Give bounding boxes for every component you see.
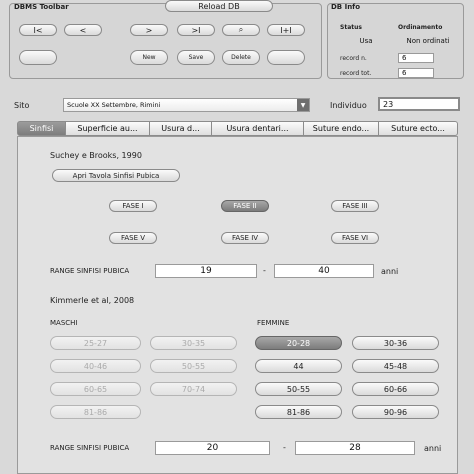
site-label: Sito xyxy=(14,101,30,110)
individual-field[interactable]: 23 xyxy=(378,97,460,111)
male-range-button[interactable]: 40-46 xyxy=(50,359,141,373)
status-header: Status xyxy=(340,24,362,31)
suchey-range-unit: anni xyxy=(381,267,399,276)
new-record-button[interactable] xyxy=(130,50,168,65)
tab-sinfisi[interactable]: Sinfisi xyxy=(17,121,66,136)
record-n-label: record n. xyxy=(340,55,367,62)
reload-db-button[interactable]: Reload DB xyxy=(165,0,273,12)
last-record-button[interactable] xyxy=(177,24,215,36)
open-table-button[interactable]: Apri Tavola Sinfisi Pubica xyxy=(52,169,180,182)
toolbar-button-row2-1[interactable] xyxy=(19,50,57,65)
female-range-button[interactable]: 60-66 xyxy=(352,382,439,396)
suchey-range-from-field[interactable]: 19 xyxy=(155,264,257,278)
last-record-icon: >I xyxy=(191,25,201,35)
previous-record-icon: < xyxy=(79,25,87,35)
kimmerle-range-from-field[interactable]: 20 xyxy=(155,441,270,455)
record-tot-label: record tot. xyxy=(340,70,372,77)
kimmerle-reference: Kimmerle et al, 2008 xyxy=(50,296,135,305)
delete-record-button[interactable] xyxy=(222,50,260,65)
phase-6-button[interactable]: FASE VI xyxy=(331,232,379,244)
phase-4-button[interactable]: FASE IV xyxy=(221,232,269,244)
next-record-icon: > xyxy=(145,25,153,35)
suchey-range-to-field[interactable]: 40 xyxy=(274,264,374,278)
female-range-button[interactable]: 44 xyxy=(255,359,342,373)
suchey-range-separator: - xyxy=(263,266,266,275)
phase-1-button[interactable]: FASE I xyxy=(109,200,157,212)
save-record-label: Save xyxy=(188,54,204,61)
phase-2-button[interactable]: FASE II xyxy=(221,200,269,212)
status-field: Usa xyxy=(359,37,373,45)
suchey-range-label: RANGE SINFISI PUBICA xyxy=(50,267,130,275)
search-button[interactable] xyxy=(222,24,260,36)
phase-5-button[interactable]: FASE V xyxy=(109,232,157,244)
dbms-toolbar-group xyxy=(9,3,322,79)
db-info-title: DB Info xyxy=(331,3,361,11)
kimmerle-range-unit: anni xyxy=(424,444,442,453)
phase-3-button[interactable]: FASE III xyxy=(331,200,379,212)
male-range-button[interactable]: 70-74 xyxy=(150,382,237,396)
delete-record-label: Delete xyxy=(231,54,251,61)
site-select[interactable] xyxy=(63,98,310,112)
female-range-button[interactable]: 81-86 xyxy=(255,405,342,419)
new-record-label: New xyxy=(142,54,156,61)
record-n-field: 6 xyxy=(398,53,434,63)
individual-label: Individuo xyxy=(330,101,367,110)
record-tot-field: 6 xyxy=(398,68,434,78)
female-range-button[interactable]: 30-36 xyxy=(352,336,439,350)
order-icon: I+I xyxy=(280,25,292,35)
male-range-button[interactable]: 60-65 xyxy=(50,382,141,396)
tab-bar xyxy=(17,121,458,136)
save-record-button[interactable] xyxy=(177,50,215,65)
tab-usura-dentaria[interactable]: Usura dentari... xyxy=(212,121,304,136)
dbms-toolbar-title: DBMS Toolbar xyxy=(14,3,69,11)
suchey-reference: Suchey e Brooks, 1990 xyxy=(50,151,142,160)
previous-record-button[interactable] xyxy=(64,24,102,36)
tab-superficie[interactable]: Superficie au... xyxy=(66,121,150,136)
female-range-button[interactable]: 90-96 xyxy=(352,405,439,419)
order-header: Ordinamento xyxy=(398,24,443,31)
chevron-down-icon: ▼ xyxy=(297,99,309,111)
females-label: FEMMINE xyxy=(257,319,290,327)
kimmerle-range-to-field[interactable]: 28 xyxy=(295,441,415,455)
male-range-button[interactable]: 50-55 xyxy=(150,359,237,373)
order-field: Non ordinati xyxy=(406,37,450,45)
tab-usura-d[interactable]: Usura d... xyxy=(150,121,212,136)
order-button[interactable] xyxy=(267,24,305,36)
kimmerle-range-label: RANGE SINFISI PUBICA xyxy=(50,444,130,452)
male-range-button[interactable]: 81-86 xyxy=(50,405,141,419)
male-range-button[interactable]: 30-35 xyxy=(150,336,237,350)
male-range-button[interactable]: 25-27 xyxy=(50,336,141,350)
site-select-value: Scuole XX Settembre, Rimini xyxy=(67,101,161,109)
female-range-button[interactable]: 45-48 xyxy=(352,359,439,373)
tab-panel xyxy=(17,136,458,474)
kimmerle-range-separator: - xyxy=(283,443,286,452)
males-label: MASCHI xyxy=(50,319,78,327)
toolbar-button-row2-6[interactable] xyxy=(267,50,305,65)
female-range-button[interactable]: 20-28 xyxy=(255,336,342,350)
tab-suture-ecto[interactable]: Suture ecto... xyxy=(379,121,458,136)
tab-suture-endo[interactable]: Suture endo... xyxy=(304,121,379,136)
search-icon: ⌕ xyxy=(238,25,244,34)
female-range-button[interactable]: 50-55 xyxy=(255,382,342,396)
first-record-button[interactable] xyxy=(19,24,57,36)
first-record-icon: I< xyxy=(33,25,43,35)
next-record-button[interactable] xyxy=(130,24,168,36)
